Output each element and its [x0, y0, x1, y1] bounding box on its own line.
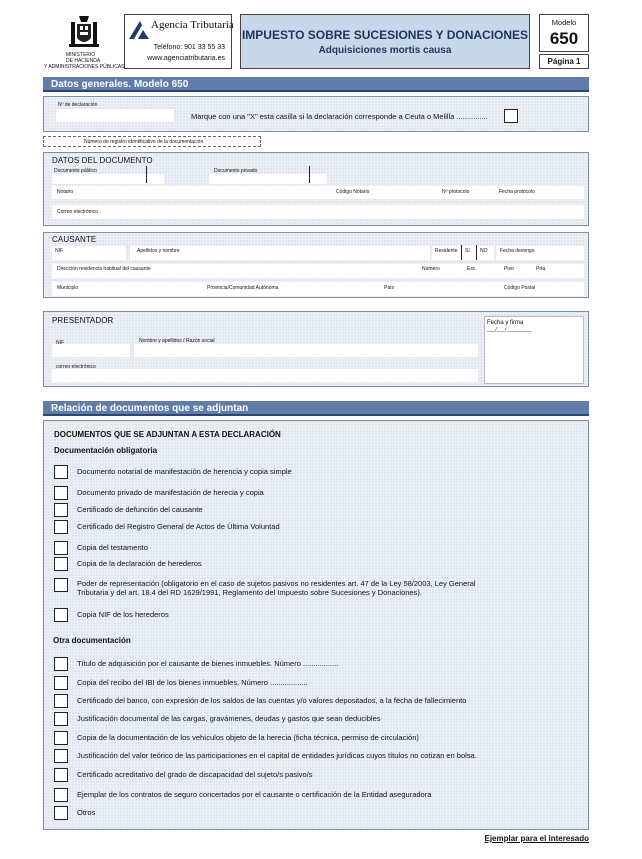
presentador-nombre-label: Nombre y apellidos / Razón social — [139, 338, 215, 344]
otra-label-seguro: Ejemplar de los contratos de seguro concertados por el causante o certificación de la Entidad aseguradora — [77, 790, 432, 799]
page-subtitle: Adquisiciones mortis causa — [318, 45, 452, 56]
otra-checkbox-cargas[interactable] — [54, 712, 68, 726]
causante-panel — [43, 232, 589, 298]
otra-label-titulo: Título de adquisición por el causante de bienes inmuebles. Número ................. — [77, 659, 339, 668]
otra-label-ibi: Copia del recibo del IBI de los bienes inmuebles. Número .................. — [77, 678, 308, 687]
otra-label-otros: Otros — [77, 808, 96, 817]
municipio-label: Municipio — [57, 285, 79, 291]
presentador-panel — [43, 311, 589, 387]
otra-label-cargas: Justificación documental de las cargas, gravámenes, deudas y gastos que sean deducibles — [77, 714, 381, 723]
protocolo-label: Nº protocolo — [442, 189, 470, 195]
ministry-line3: Y ADMINISTRACIONES PÚBLICAS — [44, 64, 125, 70]
doc-privado-label: Documento privado — [214, 168, 258, 174]
declaracion-panel — [43, 96, 589, 132]
otra-title: Otra documentación — [53, 636, 131, 645]
residente-no-label: NO — [480, 248, 488, 254]
presentador-correo-field[interactable] — [52, 369, 478, 382]
fecha-firma-date: ___/___/_________ — [487, 327, 532, 333]
relacion-panel — [43, 420, 589, 830]
agency-box — [124, 14, 232, 69]
footer-note: Ejemplar para el interesado — [484, 834, 589, 843]
codigo-postal-label: Código Postal — [504, 285, 536, 291]
ministry-line1: MINISTERIO — [66, 52, 96, 58]
doc-label-poder-line2: Tributaria y del art. 18.4 del RD 1629/1991, Reglamento del Impuesto sobre Sucesiones y Donaciones). — [77, 588, 422, 597]
doc-checkbox-herederos[interactable] — [54, 557, 68, 571]
presentador-nif-label: NIF — [56, 340, 65, 346]
doc-correo-label: Correo electrónico — [57, 209, 98, 215]
documento-panel — [43, 152, 589, 226]
doc-publico-label: Documento público — [54, 168, 97, 174]
doc-label-ultima-voluntad: Certificado del Registro General de Actos de Última Voluntad — [77, 522, 280, 531]
registro-field[interactable] — [43, 136, 261, 147]
decl-number-field[interactable] — [56, 109, 174, 122]
doc-publico-field[interactable] — [52, 174, 164, 184]
agency-web: www.agenciatributaria.es — [147, 55, 225, 62]
causante-title: CAUSANTE — [52, 235, 97, 244]
otra-label-participaciones: Justificación del valor teórico de las participaciones en el capital de entidades jurídicas cuyos títulos no cotizan en bolsa. — [77, 751, 477, 760]
doc-correo-field[interactable] — [52, 205, 584, 219]
section-bar-relacion: Relación de documentos que se adjuntan — [43, 401, 589, 416]
ministry-logo — [44, 14, 124, 74]
agency-logo-icon — [128, 19, 150, 41]
doc-label-poder: Poder de representación (obligatorio en el caso de sujetos pasivos no residentes art. 47 de la Ley 58/2003, Ley General — [77, 579, 476, 588]
title-box — [240, 14, 530, 69]
agency-name: Agencia Tributaria — [151, 19, 234, 31]
notario-label: Notario — [57, 189, 74, 195]
doc-checkbox-nif-herederos[interactable] — [54, 608, 68, 622]
presentador-correo-label: correo electrónico — [56, 364, 96, 370]
registro-label: Número de registro identificativo de la documentación — [84, 139, 204, 145]
otra-checkbox-discapacidad[interactable] — [54, 768, 68, 782]
piso-label: Piso — [504, 266, 514, 272]
residente-no-checkbox[interactable] — [476, 245, 477, 260]
section-bar-general: Datos generales. Modelo 650 — [43, 77, 589, 92]
decl-number-label: Nº de declaración — [58, 102, 98, 108]
direccion-label: Dirección residencia habitual del causante — [57, 266, 151, 272]
doc-label-testamento: Copia del testamento — [77, 543, 148, 552]
otra-label-vehiculos: Copia de la documentación de los vehículos objeto de la herecia (ficha técnica, permiso de circulación) — [77, 733, 419, 742]
doc-checkbox-privado[interactable] — [54, 486, 68, 500]
ministry-line2: DE HACIENDA — [66, 58, 101, 64]
documento-title: DATOS DEL DOCUMENTO — [52, 156, 153, 165]
codigo-notario-label: Código Notario — [336, 189, 370, 195]
otra-checkbox-otros[interactable] — [54, 806, 68, 820]
obligatoria-title: Documentación obligatoria — [54, 446, 158, 455]
otra-checkbox-banco[interactable] — [54, 694, 68, 708]
doc-label-herederos: Copia de la declaración de herederos — [77, 559, 202, 568]
page-title: IMPUESTO SOBRE SUCESIONES Y DONACIONES — [241, 28, 529, 42]
otra-checkbox-titulo[interactable] — [54, 657, 68, 671]
doc-checkbox-poder[interactable] — [54, 578, 68, 592]
presentador-title: PRESENTADOR — [52, 316, 114, 325]
doc-label-notarial: Documento notarial de manifestación de herencia y copia simple — [77, 467, 292, 476]
provincia-label: Provincia/Comunidad Autónoma — [207, 285, 279, 291]
agency-phone: Teléfono: 901 33 55 33 — [153, 44, 225, 51]
presentador-nombre-field[interactable] — [134, 344, 478, 357]
fecha-protocolo-label: Fecha protocolo — [499, 189, 535, 195]
otra-label-banco: Certificado del banco, con expresión de los saldos de las cuentas y/o valores depositados, a la fecha de fallecimiento — [77, 696, 467, 705]
causante-nif-label: NIF — [55, 248, 64, 254]
doc-checkbox-notarial[interactable] — [54, 465, 68, 479]
doc-label-nif-herederos: Copia NIF de los herederos — [77, 610, 169, 619]
doc-checkbox-testamento[interactable] — [54, 541, 68, 555]
otra-checkbox-vehiculos[interactable] — [54, 731, 68, 745]
relacion-heading: DOCUMENTOS QUE SE ADJUNTAN A ESTA DECLARACIÓN — [54, 430, 281, 439]
otra-label-discapacidad: Certificado acreditativo del grado de discapacidad del sujeto/s pasivo/s — [77, 770, 313, 779]
coat-of-arms-icon — [67, 14, 101, 50]
ceuta-melilla-checkbox[interactable] — [504, 109, 518, 123]
doc-label-privado: Documento privado de manifestación de herecia y copia — [77, 488, 264, 497]
modelo-number: 650 — [549, 29, 579, 48]
doc-checkbox-defuncion[interactable] — [54, 503, 68, 517]
fecha-devengo-label: Fecha devengo — [500, 248, 535, 254]
modelo-label: Modelo — [551, 18, 577, 27]
otra-checkbox-ibi[interactable] — [54, 676, 68, 690]
fecha-firma-label: Fecha y firma — [487, 320, 524, 326]
doc-checkbox-ultima-voluntad[interactable] — [54, 520, 68, 534]
modelo-box — [539, 14, 589, 52]
doc-label-defuncion: Certificado de defunción del causante — [77, 505, 203, 514]
causante-nombre-label: Apellidos y nombre — [137, 248, 180, 254]
residente-si-checkbox[interactable] — [461, 245, 462, 260]
page-number-box — [539, 54, 589, 69]
otra-checkbox-seguro[interactable] — [54, 788, 68, 802]
prta-label: Prta. — [536, 266, 547, 272]
doc-publico-checkbox[interactable] — [146, 166, 147, 183]
numero-label: Número — [422, 266, 440, 272]
pais-label: País — [384, 285, 395, 291]
residente-label: Residente — [435, 248, 458, 254]
causante-nif-field[interactable] — [52, 246, 126, 260]
doc-privado-checkbox[interactable] — [309, 166, 310, 183]
residente-si-label: SI — [465, 248, 470, 254]
page-number: Página 1 — [547, 57, 581, 66]
ceuta-melilla-label: Marque con una "X" esta casilla si la declaración corresponde a Ceuta o Melilla ............... — [191, 112, 488, 121]
esc-label: Esc. — [467, 266, 477, 272]
otra-checkbox-participaciones[interactable] — [54, 749, 68, 763]
